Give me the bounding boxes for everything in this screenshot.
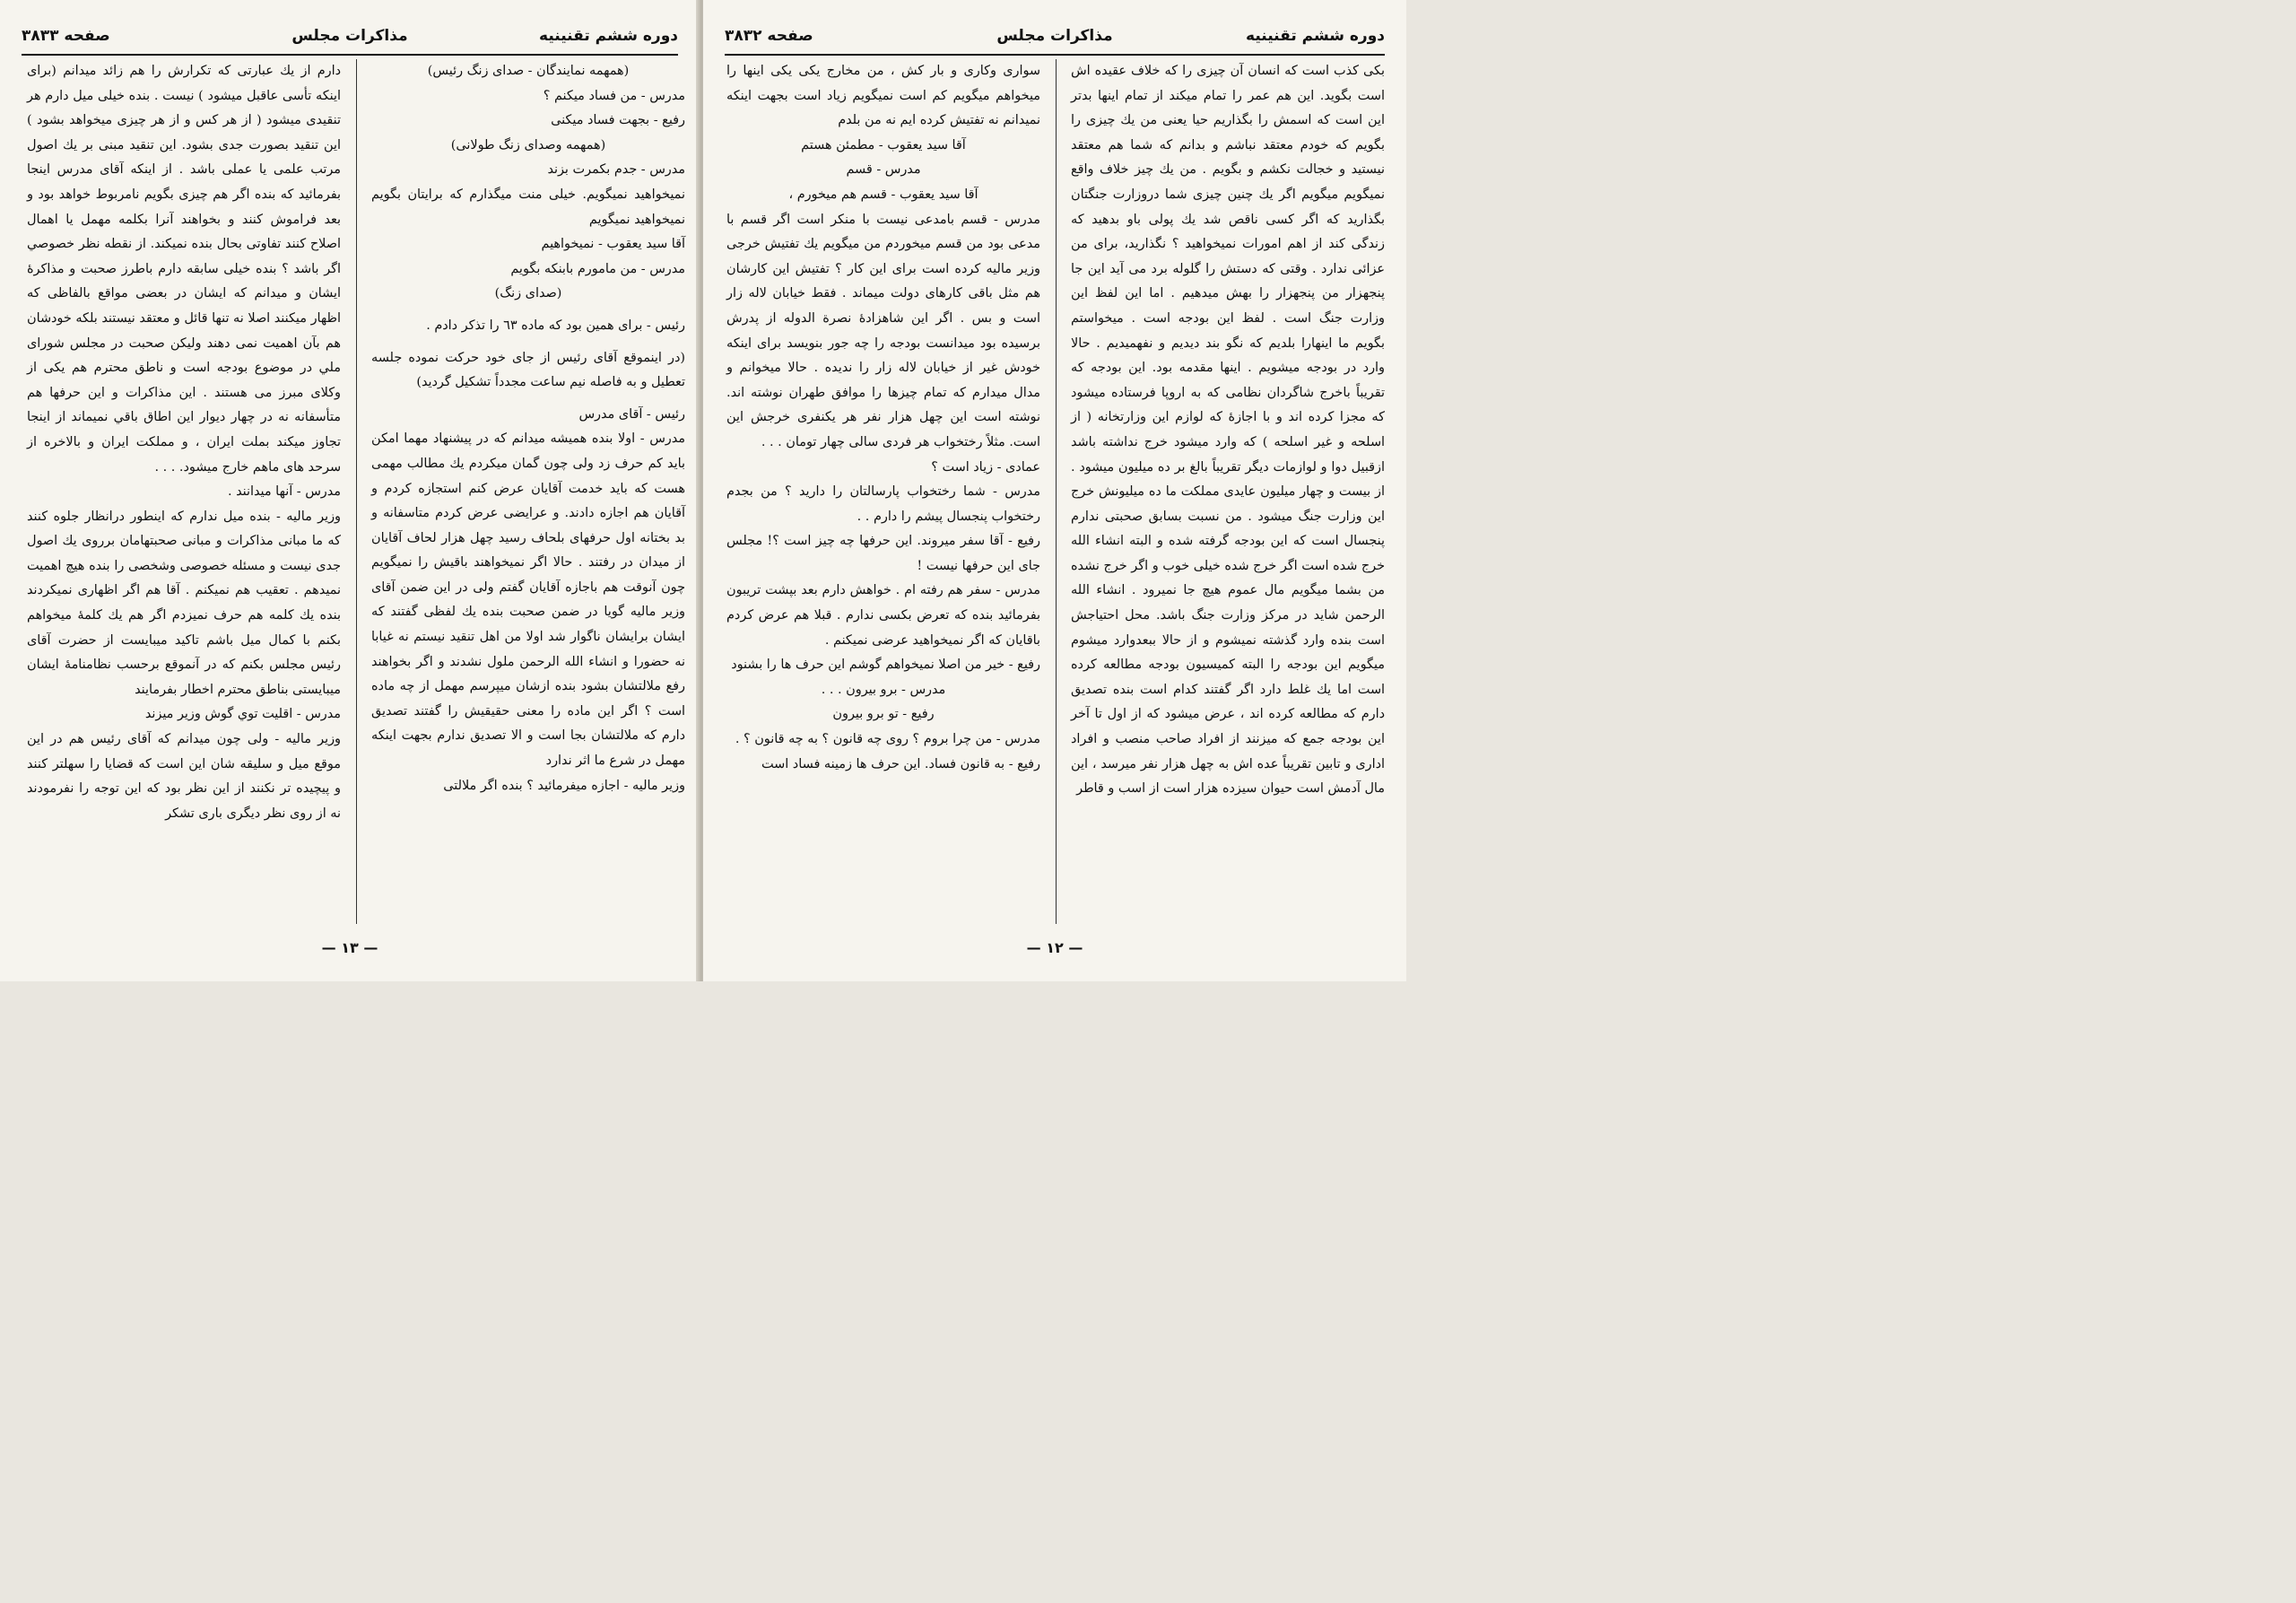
paragraph: مدرس - شما رختخواب پارسالتان را داريد ؟ من بجدم رختخواب پنجسال پيشم را دارم . . [726, 484, 1040, 524]
paragraph: بكى كذب است كه انسان آن چيزى را كه خلاف عقيده اش است بگويد. اين هم عمر را تمام ميكند از تمام اينها بدتر اين است كه اسمش را بگذاريم حيا يعنى من يك چيزى را بگويم كه خودم معتقد نباشم و بدانم كه شما هم معتقد نيستيد و خجالت نكشم و بگويم . من يك چيز خلاف واقع نميگويم ميگويم اگر يك چنين چيزى شما دروزارت جنگتان بگذاريد كه اگر كسى ناقص شد يك پولى باو بدهيد كه زندگى كند از اهم امورات نميخواهيد ؟ نگذاريد، براى من عزائى ندارد . وقتى كه دستش را گلوله برد مى آيد اين جا پنجهزار من پنجهزار را بهش ميدهيم . اما اين لفظ اين وزارت جنگ است . لفظ اين بودجه است . ميخواستم بگويم ما اينهارا بلديم كه نگو بند ديديم و نفهميديم . حالا وارد در بودجه ميشويم . اينها مقدمه بود. اين بودجه كه تقريباً باخرج شاگردان نظامى كه به اروپا فرستاده ميشود كه مجزا كرده اند و با اجازۀ كه لوازم اين وزارتخانه ( از اسلحه و غير اسلحه ) كه وارد ميشود خرج نداشته باشد ازقبيل دوا و لوازمات ديگر تقريباً بالغ بر ده ميليون ميشود . از بيست و چهار ميليون عايدى مملكت ما ده ميليونش خرج اين وزارت جنگ ميشود . من نسبت بسابق صحبتى ندارم پنجسال است كه اين بودجه گرفته شده و البته انشاء الله خرج شده است اگر خرج شده خيلى خوب و اگر خرج نشده من بشما ميگويم مال عموم هيچ جا نميرود . انشاء الله الرحمن شايد در مركز وزارت جنگ باشد. محل احتياجش است بنده وارد گذشته نميشوم و از حالا ببعدوارد ميشوم ميگويم اين بودجه را البته كميسيون بودجه مطالعه كرده است اما يك غلط دارد اگر گفتند كدام است بنده تصديق دارم كه مطالعه كرده اند ، عرض ميشود كه از اول تا آخر اين بودجه جمع كه ميزنند از افراد صاحب منصب و افراد ادارى و تابين تقريباً عده اش به چهل هزار نفر ميرسد ، اين مال آدمش است حيوان سيزده هزار است از اسب و قاطر [1071, 64, 1385, 797]
right-page [703, 0, 1406, 981]
header-rule [725, 54, 1385, 56]
paragraph: وزير ماليه - اجازه ميفرمائيد ؟ بنده اگر ملالتى [443, 778, 685, 793]
column-divider [356, 59, 357, 924]
paragraph: مدرس - من فساد ميكنم ؟ [543, 88, 685, 103]
right-page-header [725, 27, 1385, 52]
paragraph: رئيس - آقاى مدرس [578, 406, 685, 422]
journal-spread [0, 0, 1406, 981]
paragraph: مدرس - من چرا بروم ؟ روى چه قانون ؟ به چه قانون ؟ . [735, 732, 1040, 747]
paragraph: رفيع - تو برو بيرون [832, 707, 935, 722]
paragraph: مدرس - سفر هم رفته ام . خواهش دارم بعد بپشت تريبون بفرمائيد بنده كه تعرض بكسى ندارم . قبلا هم عرض كردم باقايان كه اگر نميخواهيد عرضى نميكنم . [726, 583, 1040, 648]
paragraph: مدرس - جدم بكمرت بزند [547, 162, 685, 178]
paragraph: (همهمه نمايندگان - صداى زنگ رئيس) [427, 64, 630, 78]
paragraph: مدرس - آنها ميدانند . [227, 484, 341, 500]
right-page-right-column [1071, 59, 1385, 802]
right-page-left-column [726, 59, 1040, 777]
paragraph: نميخواهيد نميگويم. خيلى منت ميگذارم كه برايتان بگويم نميخواهيد نميگويم [371, 187, 685, 227]
paragraph: (صداى زنگ) [494, 286, 562, 301]
page-number-label: صفحه ٣٨٣٣ [22, 27, 110, 45]
left-page-header [22, 27, 678, 52]
left-page [0, 0, 700, 981]
paragraph: آقا سيد يعقوب - مطمئن هستم [801, 137, 966, 152]
column-divider [1056, 59, 1057, 924]
paragraph: رفيع - آقا سفر ميروند. اين حرفها چه چيز است ؟! مجلس جاى اين حرفها نيست ! [726, 534, 1040, 573]
page-number-label: صفحه ٣٨٣٢ [725, 27, 813, 45]
paragraph: مدرس - قسم [846, 162, 921, 178]
paragraph: دارم از يك عبارتى كه تكرارش را هم زائد ميدانم (براى اينكه تأسى عاقبل ميشود ) نيست . بنده خيلى ميل دارم هر تنقيدى ميشود ( از هر كس و از هر چيزى ميخواهد بشود ) اين تنقيد بصورت جدى بشود. اين تنقيد مبنى بر يك اصول مرتب علمى يا عملى باشد . از اينكه آقاى مدرس اينجا بفرمائيد كه بنده اگر هم چيزى بگويم نامربوط خواهد بود و بعد فراموش كنند و بخواهند آنرا بكلمه مهمل يا اهمال اصلاح كنند تفاوتى بحال بنده نميكند. از نقطه نظر خصوصي اگر باشد ؟ بنده خيلى سابقه دارم باطرز صحبت و مذاكرۀ ايشان و ميدانم كه ايشان در بعضى مواقع بالفاظى كه اظهار ميكنند اصلا نه تنها قائل و معتقد نيستند بلكه خودشان هم بآن اهميت نمى دهند وليكن صحبت در مجلس شوراى ملي در موضوع بودجه است و ناطق محترم هم يكى از وكلاى مبرز مى هستند . اين مذاكرات و اين حرفها هم متأسفانه نه در چهار ديوار اين اطاق باقي نميماند از اينجا تجاوز ميكند بملت ايران ، و مملكت ايران و بالاخره از سرحد هاى ماهم خارج ميشود. . . . [27, 64, 341, 475]
paragraph: مدرس - من مامورم بابنكه بگويم [510, 261, 685, 276]
paragraph: (در اينموقع آقاى رئيس از جاى خود حركت نموده جلسه تعطيل و به فاصله نيم ساعت مجدداً تشكيل گرديد) [371, 350, 685, 390]
paragraph: مدرس - برو بيرون . . . [821, 682, 946, 697]
paragraph: آقا سيد يعقوب - قسم هم ميخورم ، [788, 187, 978, 202]
paragraph: مدرس - قسم بامدعى نيست با منكر است اگر قسم با مدعى بود من قسم ميخوردم من ميگويم يك تفتيش خرجى وزير ماليه كرده است براى اين كار ؟ تفتيش اين كارشان هم مثل باقى كارهاى دولت ميماند . فقط خيابان لاله زار است و بس . اگر اين شاهزادۀ نصرة الدوله از پدرش برسيده بود ميدانست بودجه را چه جور بنويسد براى اينكه خودش غير از خيابان لاله زار را نديده . حالا ميخوانم و مدال ميدارم كه تمام چيزها را موافق طهران نوشته اند. نوشته است اين چهل هزار نفر هر يكنفرى خرجش اين است. مثلاً رختخواب هر فردى سالى چهار تومان . . . [726, 212, 1040, 449]
journal-title: مذاكرات مجلس [291, 27, 408, 45]
journal-title: مذاكرات مجلس [996, 27, 1113, 45]
left-page-right-column [371, 59, 685, 798]
paragraph: عمادى - زياد است ؟ [931, 459, 1040, 475]
session-label: دوره ششم تقنينيه [539, 27, 678, 45]
left-page-left-column [27, 59, 341, 826]
paragraph: رفيع - خير من اصلا نميخواهم گوشم اين حرف ها را بشنود [731, 658, 1040, 673]
paragraph: رئيس - براى همين بود كه ماده ٦٣ را تذكر دادم . [426, 318, 685, 333]
paragraph: وزير ماليه - ولى چون ميدانم كه آقاى رئيس هم در اين موقع ميل و سليقه شان اين است كه قضايا را سهلتر كنند و پيچيده تر نكنند از اين نظر بود كه اين توجه را نفرمودند نه از روى نظر ديگرى بارى تشكر [27, 732, 341, 821]
paragraph: آقا سيد يعقوب - نميخواهيم [541, 237, 685, 252]
session-label: دوره ششم تقنينيه [1246, 27, 1385, 45]
paragraph: رفيع - به قانون فساد. اين حرف ها زمينه فساد است [761, 756, 1040, 771]
page-folio: — ١٣ — [321, 939, 378, 956]
paragraph: سوارى وكارى و بار كش ، من مخارج يكى يكى اينها را ميخواهم ميگويم كم است نميگويم زياد است بجهت اينكه نميدانم نه تفتيش كرده ايم نه من بلدم [726, 64, 1040, 128]
page-folio: — ١٢ — [1026, 939, 1083, 956]
header-rule [22, 54, 678, 56]
paragraph: مدرس - اولا بنده هميشه ميدانم كه در پيشنهاد مهما امكن بايد كم حرف زد ولى چون گمان ميكردم يك مطالب مهمى هست كه بايد خدمت آقايان عرض كنم استجازه كردم و آقايان هم اجازه دادند. و عرايضى عرض كردم متاسفانه و بد بختانه اول حرفهاى بلحاف رسيد چهل هزار لحاف آقايان از ميدان در رفتند . حالا اگر نميخواهند باقيش را نميگويم چون آنوقت هم باجازه آقايان گفتم ولى در اين ضمن آقاى وزير ماليه گويا در ضمن صحبت بنده يك لفظى گفتند كه ايشان برايشان ناگوار شد اولا من اهل تنقيد نيستم نه غيابا نه حضورا و انشاء الله الرحمن ملول نشدند و اگر بخواهند رفع ملالتشان بشود بنده ازشان ميپرسم مهمل از چه ماده است ؟ اگر اين ماده را معنى حقيقيش را گفتند تصديق دارم كه ملالتشان بجا است و الا تصديق ندارم بجهت اينكه مهمل در شرع ما اثر ندارد [371, 431, 685, 769]
paragraph: (همهمه وصداى زنگ طولانى) [450, 137, 606, 152]
paragraph: مدرس - اقليت توي گوش وزير ميزند [144, 707, 341, 722]
paragraph: رفيع - بجهت فساد ميكنى [551, 113, 685, 128]
paragraph: وزير ماليه - بنده ميل ندارم كه اينطور درانظار جلوه كنند كه ما مبانى مذاكرات و مبانى صحبتهامان برروى يك اصول جدى نيست و مسئله خصوصى وشخصى را بنده هيچ اهميت نميدهم . تعقيب هم نميكنم . آقا هم اگر اظهارى نميكردند بنده يك كلمه هم حرف نميزدم اگر هم يك كلمۀ ميخواهم بكنم با كمال ميل باشم تاكيد ميبايست از حضرت آقاى رئيس مجلس بكنم كه در آنموقع برحسب نظامنامۀ ايشان ميبايستى بناطق محترم اخطار بفرمايند [27, 509, 341, 697]
